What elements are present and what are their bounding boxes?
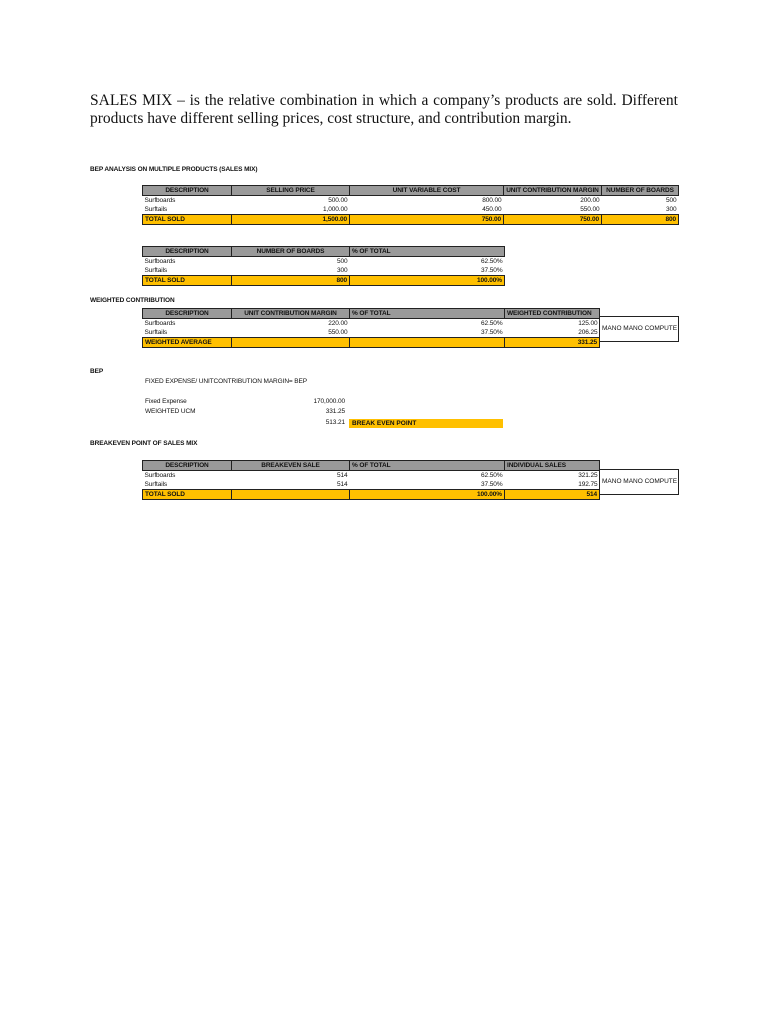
header-row [143,309,600,319]
note-mano-mano-compute: MANO MANO COMPUTE [599,316,679,342]
cell-total-number-of-boards: 800 [602,215,679,225]
cell-breakeven-sale: 514 [336,472,348,479]
cell-number-of-boards: 300 [336,267,348,274]
col-header-unit-variable-cost: UNIT VARIABLE COST [350,186,504,196]
header-row [143,186,679,196]
total-row [143,215,679,225]
cell-description: Surftails [144,481,168,488]
cell-individual-sales: 321.25 [578,472,598,479]
cell-selling-price: 1,000.00 [322,206,348,213]
cell-percent-of-total: 62.50% [481,320,503,327]
col-header-description: DESCRIPTION [143,186,232,196]
cell-individual-sales: 192.75 [578,481,598,488]
cell-breakeven-sale: 514 [336,481,348,488]
col-header-selling-price: SELLING PRICE [232,186,350,196]
header-row [143,247,505,257]
col-header-unit-contribution-margin: UNIT CONTRIBUTION MARGIN [232,309,350,319]
cell-total-label: TOTAL SOLD [143,490,232,500]
cell-description: Surftails [144,267,168,274]
col-header-percent-of-total: % OF TOTAL [350,461,505,471]
cell-total-percent: 100.00% [350,276,505,286]
cell-unit-contribution-margin: 220.00 [328,320,348,327]
cell-unit-contribution-margin: 200.00 [580,197,600,204]
cell-total-weighted-contribution: 331.25 [505,338,600,348]
cell-percent-of-total: 37.50% [481,267,503,274]
header-row [143,461,600,471]
break-even-point-label: BREAK EVEN POINT [349,419,503,428]
col-header-weighted-contribution: WEIGHTED CONTRIBUTION [505,309,600,319]
cell-description: Surfboards [144,472,176,479]
fixed-expense-value: 170,000.00 [313,398,345,405]
cell-total-selling-price: 1,500.00 [232,215,350,225]
cell-total-percent: 100.00% [350,490,505,500]
table-row [143,319,600,329]
cell-number-of-boards: 500 [665,197,677,204]
cell-description: Surfboards [144,197,176,204]
table-row [143,196,679,206]
cell-number-of-boards: 300 [665,206,677,213]
weighted-contribution-table [142,308,600,348]
cell-total-percent [350,338,505,348]
section-title-bep-analysis: BEP ANALYSIS ON MULTIPLE PRODUCTS (SALES MIX) [90,166,258,173]
total-row [143,276,505,286]
section-title-weighted-contribution: WEIGHTED CONTRIBUTION [90,297,175,304]
cell-total-individual-sales: 514 [505,490,600,500]
cell-total-label: TOTAL SOLD [143,276,232,286]
table-row [143,480,600,490]
cell-unit-contribution-margin: 550.00 [580,206,600,213]
col-header-unit-contribution-margin: UNIT CONTRIBUTION MARGIN [504,186,602,196]
col-header-number-of-boards: NUMBER OF BOARDS [602,186,679,196]
total-row [143,338,600,348]
col-header-percent-of-total: % OF TOTAL [350,247,505,257]
cell-unit-contribution-margin: 550.00 [328,329,348,336]
cell-total-unit-variable-cost: 750.00 [350,215,504,225]
col-header-description: DESCRIPTION [143,247,232,257]
section-title-breakeven-sales-mix: BREAKEVEN POINT OF SALES MIX [90,440,198,447]
bep-result-value: 513.21 [325,419,345,426]
bep-formula: FIXED EXPENSE/ UNITCONTRIBUTION MARGIN= BEP [145,378,308,385]
table-row [143,266,505,276]
col-header-number-of-boards: NUMBER OF BOARDS [232,247,350,257]
cell-total-breakeven-sale [232,490,350,500]
intro-paragraph: SALES MIX – is the relative combination in which a company’s products are sold. Different products have different selling prices, cost structure, and contribution margin. [90,92,678,127]
breakeven-sales-mix-table [142,460,600,500]
cell-description: Surfboards [144,258,176,265]
col-header-breakeven-sale: BREAKEVEN SALE [232,461,350,471]
col-header-description: DESCRIPTION [143,461,232,471]
note-mano-mano-compute: MANO MANO COMPUTE [599,469,679,495]
col-header-individual-sales: INDIVIDUAL SALES [505,461,600,471]
col-header-percent-of-total: % OF TOTAL [350,309,505,319]
cell-unit-variable-cost: 450.00 [482,206,502,213]
weighted-ucm-value: 331.25 [325,408,345,415]
cell-percent-of-total: 37.50% [481,329,503,336]
cell-total-number-of-boards: 800 [232,276,350,286]
cell-total-unit-contribution-margin [232,338,350,348]
table-row [143,471,600,481]
cell-weighted-contribution: 125.00 [578,320,598,327]
cell-number-of-boards: 500 [336,258,348,265]
cell-percent-of-total: 62.50% [481,258,503,265]
fixed-expense-label: Fixed Expense [145,398,187,405]
cell-percent-of-total: 62.50% [481,472,503,479]
cell-percent-of-total: 37.50% [481,481,503,488]
percent-of-total-table [142,246,505,286]
cell-description: Surfboards [144,320,176,327]
table-row [143,205,679,215]
section-title-bep: BEP [90,368,104,375]
table-row [143,257,505,267]
table-row [143,328,600,338]
weighted-ucm-label: WEIGHTED UCM [145,408,196,415]
cell-description: Surftails [144,206,168,213]
cell-total-label: WEIGHTED AVERAGE [143,338,232,348]
cell-description: Surftails [144,329,168,336]
cell-total-unit-contribution-margin: 750.00 [504,215,602,225]
cell-selling-price: 500.00 [328,197,348,204]
cell-unit-variable-cost: 800.00 [482,197,502,204]
sales-mix-table [142,185,679,225]
col-header-description: DESCRIPTION [143,309,232,319]
cell-weighted-contribution: 206.25 [578,329,598,336]
total-row [143,490,600,500]
cell-total-label: TOTAL SOLD [143,215,232,225]
